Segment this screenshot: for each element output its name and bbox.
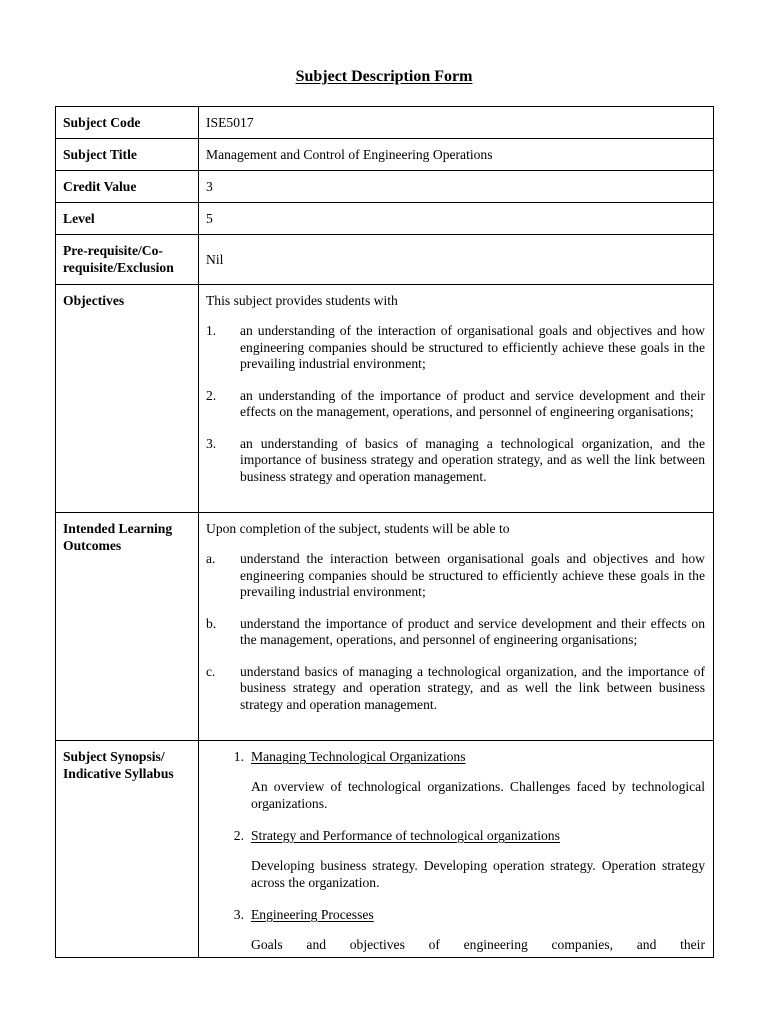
syllabus-heading: Engineering Processes [251,907,374,922]
objective-item [206,436,705,486]
outcome-marker: b. [206,615,217,631]
outcome-marker: a. [206,551,216,566]
row-learning-outcomes [56,513,714,741]
label-learning-outcomes: Intended Learning Outcomes [56,513,199,741]
outcome-text: understand the interaction between organisational goals and objectives and how engineering companies should be structured to efficiently achieve these goals in the prevailing industrial environment; [240,551,705,599]
objectives-intro: This subject provides students with [206,293,398,308]
objective-marker: 1. [206,323,217,338]
label-level: Level [56,203,199,235]
value-credit-value: 3 [199,171,714,203]
value-syllabus [199,741,714,958]
outcome-item [206,551,705,601]
objective-marker: 3. [206,435,217,451]
syllabus-marker: 1. [233,749,244,764]
subject-description-table [55,106,714,958]
objective-item [206,388,705,421]
label-objectives: Objectives [56,285,199,513]
syllabus-item [206,827,705,844]
row-subject-title [56,139,714,171]
label-subject-code: Subject Code [56,107,199,139]
page-title: Subject Description Form [295,68,473,85]
value-level: 5 [199,203,714,235]
label-subject-title: Subject Title [56,139,199,171]
objective-text: an understanding of the importance of product and service development and their effects on the management, operations, and personnel of engineering organisations; [240,387,705,419]
outcome-item [206,616,705,649]
syllabus-heading: Managing Technological Organizations [251,749,466,764]
value-learning-outcomes [199,513,714,741]
row-subject-code [56,107,714,139]
syllabus-description: An overview of technological organizations. Challenges faced by technological organizations. [251,779,705,811]
syllabus-marker: 3. [233,907,244,922]
objective-marker: 2. [206,387,217,403]
syllabus-item [206,748,705,765]
label-credit-value: Credit Value [56,171,199,203]
row-syllabus [56,741,714,958]
objective-text: an understanding of basics of managing a technological organization, and the importance of business strategy and operation strategy, and as well the link between business strategy and operation management. [240,435,705,484]
value-subject-code: ISE5017 [199,107,714,139]
outcome-item [206,664,705,714]
syllabus-heading: Strategy and Performance of technological organizations [251,828,560,843]
row-level [56,203,714,235]
objective-text: an understanding of the interaction of organisational goals and objectives and how engineering companies should be structured to efficiently achieve these goals in the prevailing industrial environment; [240,323,705,371]
outcomes-intro: Upon completion of the subject, students will be able to [206,521,510,536]
outcome-text: understand basics of managing a technological organization, and the importance of business strategy and operation strategy, and as well the link between business strategy and operation management. [240,663,705,712]
row-credit-value [56,171,714,203]
objective-item [206,323,705,373]
outcome-marker: c. [206,663,216,679]
row-objectives [56,285,714,513]
syllabus-description: Goals and objectives of engineering companies, and their [251,937,705,952]
value-objectives [199,285,714,513]
value-subject-title: Management and Control of Engineering Operations [199,139,714,171]
label-syllabus: Subject Synopsis/ Indicative Syllabus [56,741,199,958]
syllabus-marker: 2. [233,828,244,843]
syllabus-description: Developing business strategy. Developing operation strategy. Operation strategy across the organization. [251,858,705,890]
label-prerequisite: Pre-requisite/Co-requisite/Exclusion [56,235,199,285]
value-prerequisite: Nil [199,235,714,285]
syllabus-item [206,906,705,923]
outcome-text: understand the importance of product and service development and their effects on the management, operations, and personnel of engineering organisations; [240,615,705,647]
row-prerequisite [56,235,714,285]
